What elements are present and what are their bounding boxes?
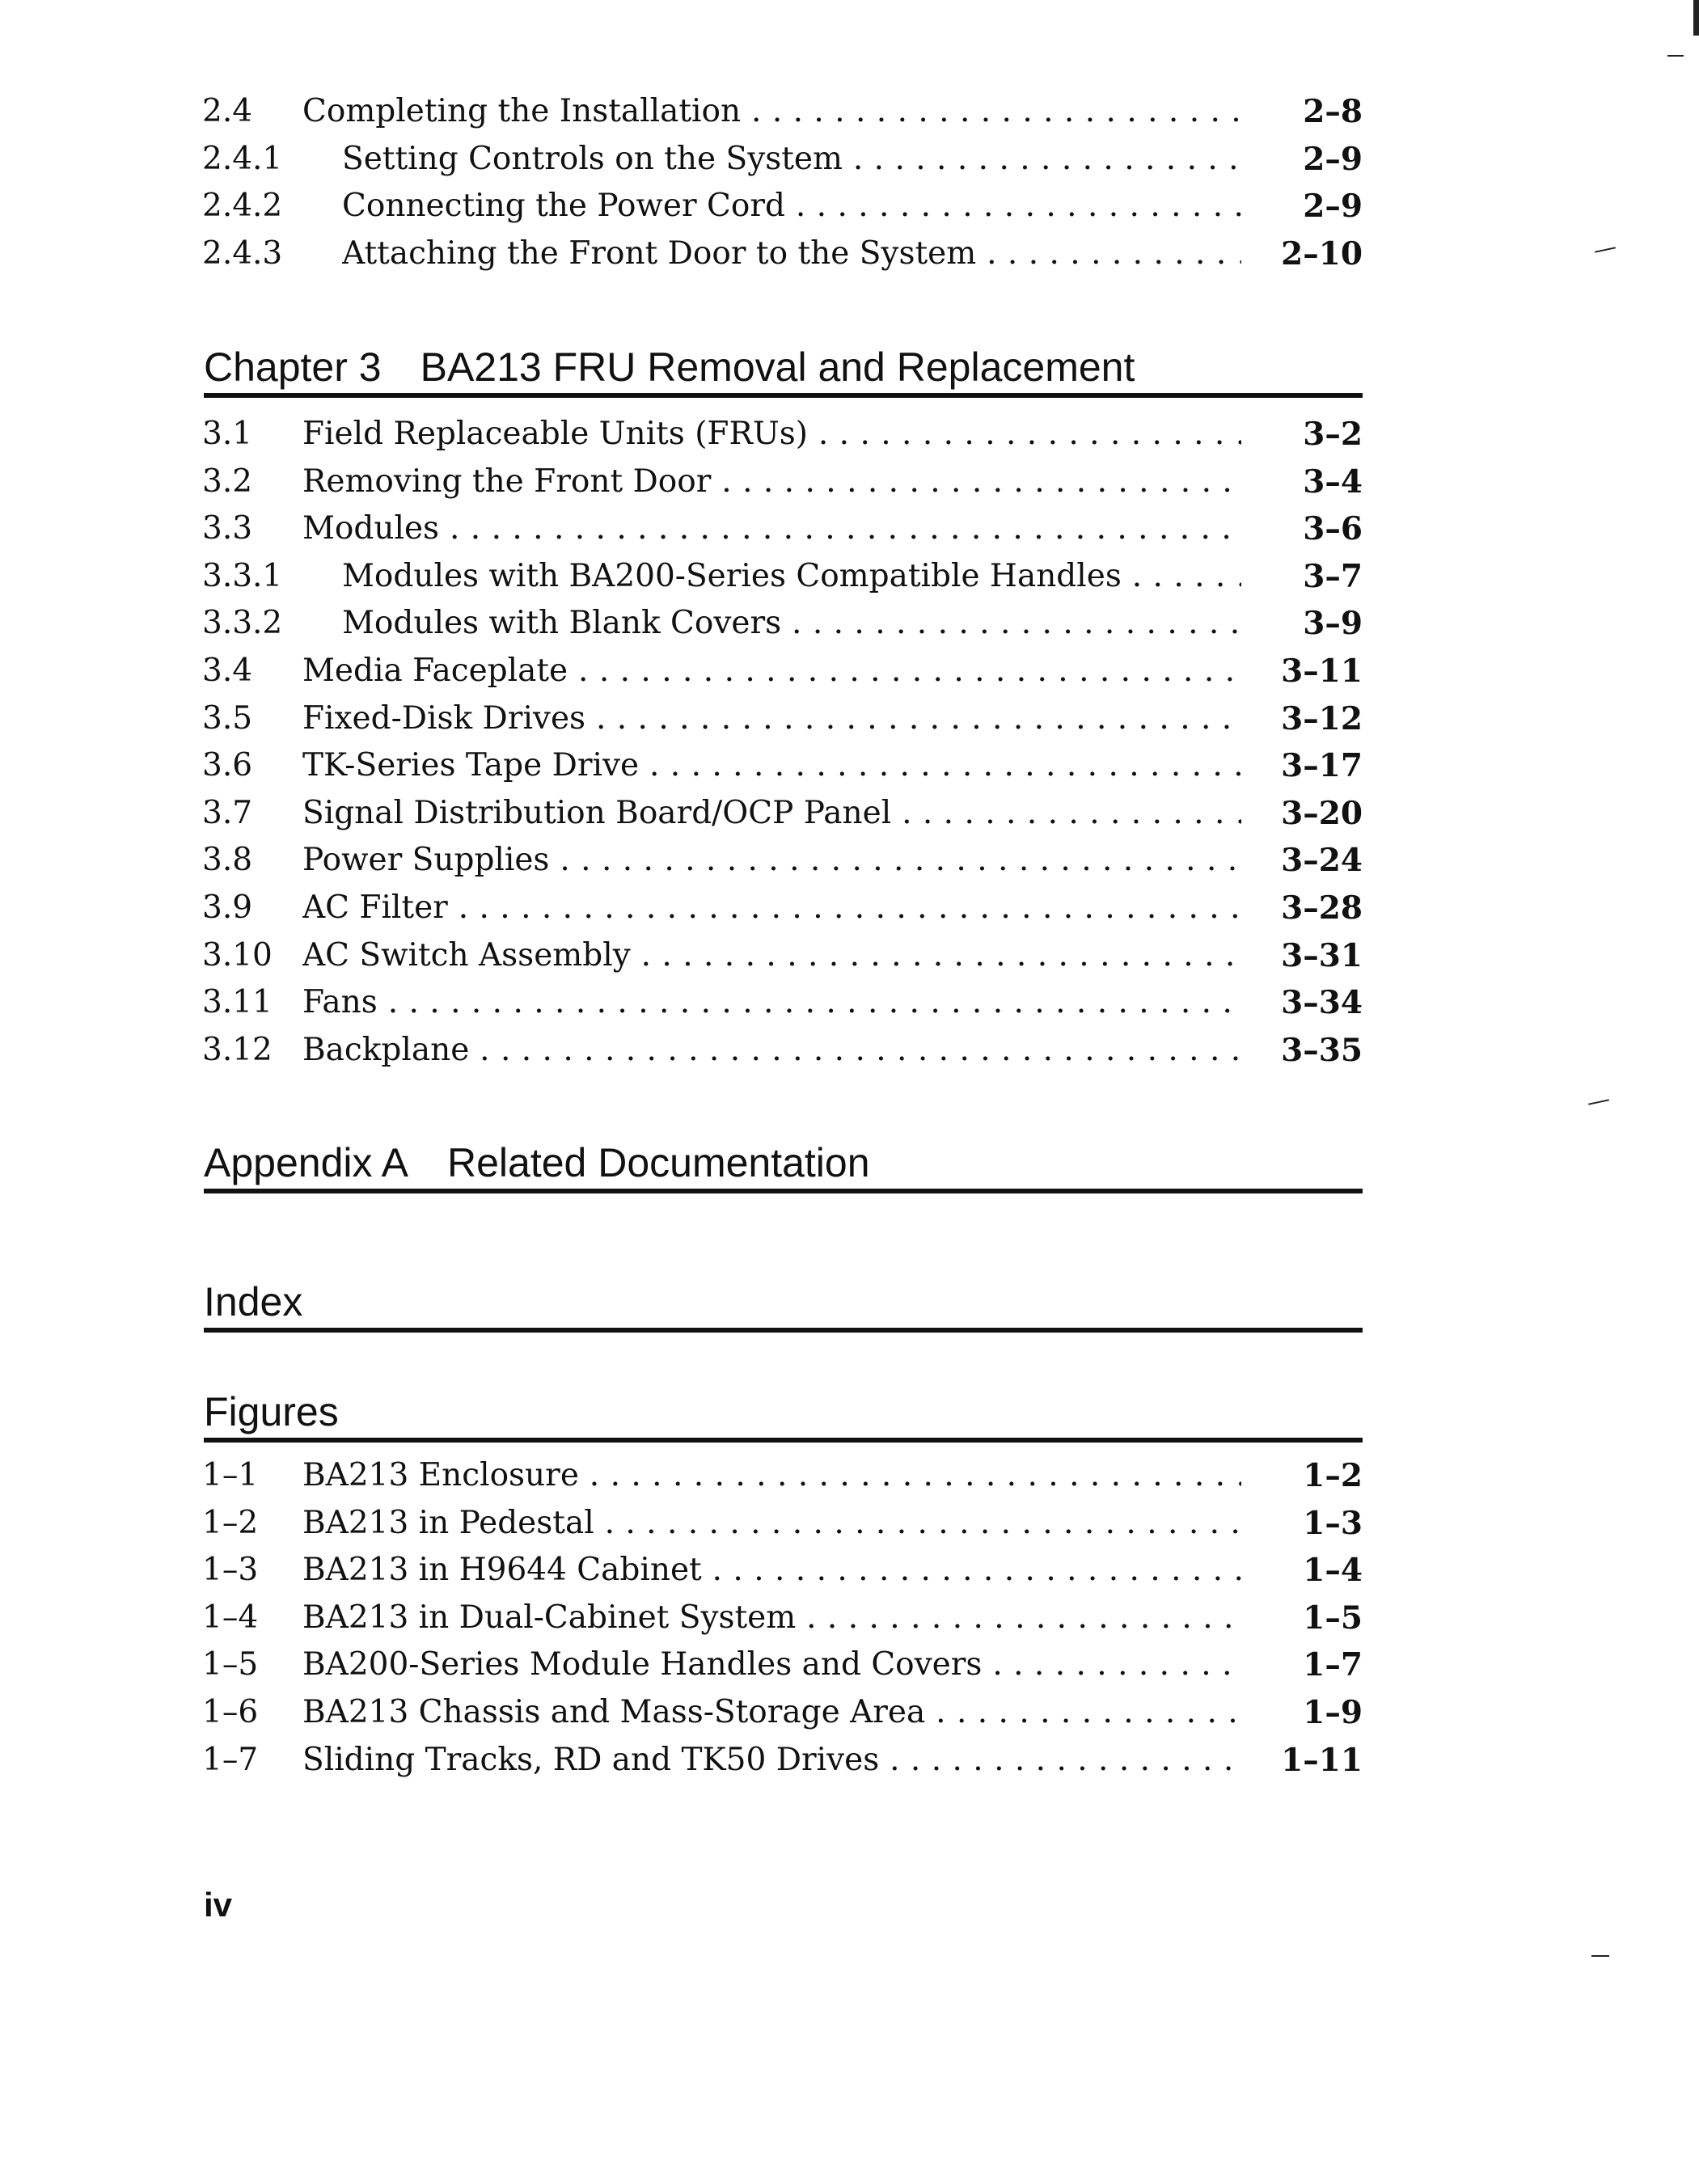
entry-number: 3.4 <box>202 652 253 689</box>
entry-number: 3.12 <box>202 1031 273 1068</box>
entry-title: BA213 Enclosure . . . <box>302 1452 1241 1500</box>
entry-number: 2.4.2 <box>202 188 283 225</box>
heading-title: Related Documentation <box>446 1140 870 1185</box>
entry-page: 2–8 <box>1303 93 1363 130</box>
entry-page: 3–35 <box>1281 1031 1363 1069</box>
entry-page: 3–34 <box>1281 984 1363 1022</box>
entry-number: 1–6 <box>202 1693 259 1730</box>
toc-entry-3-5[interactable] <box>202 695 1363 743</box>
entry-title: BA213 in Pedestal . . . <box>302 1500 1241 1548</box>
entry-page: 2–10 <box>1281 234 1363 272</box>
entry-title: Removing the Front Door . . . <box>302 458 1241 506</box>
toc-entry-2-4-1[interactable] <box>202 136 1363 184</box>
heading-title: BA213 FRU Removal and Replacement <box>420 344 1135 390</box>
heading-label: Appendix A <box>204 1140 408 1185</box>
entry-title: BA200-Series Module Handles and Covers . . . <box>302 1641 1241 1689</box>
toc-entry-2-4-3[interactable] <box>202 230 1363 278</box>
entry-title: Signal Distribution Board/OCP Panel . . . <box>302 790 1241 838</box>
entry-page: 1–9 <box>1303 1693 1363 1731</box>
heading-label: Index <box>204 1279 303 1324</box>
entry-page: 1–3 <box>1303 1504 1363 1542</box>
entry-number: 3.1 <box>202 416 253 452</box>
entry-number: 1–5 <box>202 1646 259 1683</box>
entry-title: Modules . . . <box>302 505 1241 553</box>
scan-edge-mark <box>1588 1099 1609 1105</box>
entry-number: 3.8 <box>202 842 253 879</box>
toc-entry-3-12[interactable] <box>202 1027 1363 1075</box>
entry-title: AC Switch Assembly . . . <box>302 932 1241 980</box>
toc-entry-3-6[interactable] <box>202 742 1363 790</box>
toc-entry-2-4-2[interactable] <box>202 183 1363 230</box>
index-heading[interactable] <box>204 1278 1363 1333</box>
entry-title: Media Faceplate . . . <box>302 648 1241 695</box>
scan-edge-mark <box>1693 0 1699 36</box>
entry-page: 3–11 <box>1281 652 1363 690</box>
chapter-3-heading <box>204 343 1363 398</box>
entry-page: 2–9 <box>1303 140 1363 178</box>
entry-title: Fixed-Disk Drives . . . <box>302 695 1241 743</box>
entry-number: 2.4.3 <box>202 234 283 272</box>
figure-entry-1-5[interactable] <box>202 1641 1363 1689</box>
heading-label: Figures <box>204 1389 339 1434</box>
toc-entry-3-9[interactable] <box>202 885 1363 932</box>
figure-entry-1-6[interactable] <box>202 1689 1363 1737</box>
entry-title: Modules with Blank Covers . . . <box>342 600 1241 648</box>
entry-number: 3.3 <box>202 510 253 547</box>
entry-number: 3.11 <box>202 984 273 1021</box>
entry-title: Field Replaceable Units (FRUs) . . . <box>302 411 1241 458</box>
page-folio: iv <box>204 1886 233 1924</box>
entry-title: Attaching the Front Door to the System . . . <box>342 230 1241 278</box>
entry-number: 3.2 <box>202 463 253 500</box>
entry-number: 1–3 <box>202 1552 259 1589</box>
entry-title: BA213 Chassis and Mass-Storage Area . . . <box>302 1689 1241 1737</box>
entry-number: 2.4.1 <box>202 140 283 177</box>
entry-page: 1–11 <box>1281 1741 1363 1779</box>
toc-entry-3-3-1[interactable] <box>202 553 1363 601</box>
figure-entry-1-4[interactable] <box>202 1595 1363 1642</box>
entry-page: 3–17 <box>1281 747 1363 785</box>
toc-entry-3-1[interactable] <box>202 411 1363 458</box>
toc-block-chapter-3 <box>202 411 1363 1074</box>
entry-page: 3–7 <box>1303 557 1363 595</box>
entry-page: 3–28 <box>1281 889 1363 927</box>
entry-page: 1–2 <box>1303 1457 1363 1494</box>
entry-title: Fans . . . <box>302 979 1241 1027</box>
entry-number: 1–2 <box>202 1504 259 1541</box>
entry-number: 1–4 <box>202 1599 259 1636</box>
entry-number: 3.7 <box>202 794 253 831</box>
toc-block-figures <box>202 1452 1363 1784</box>
figure-entry-1-2[interactable] <box>202 1500 1363 1548</box>
entry-number: 1–1 <box>202 1457 259 1493</box>
figures-heading <box>204 1388 1363 1443</box>
entry-title: BA213 in H9644 Cabinet . . . <box>302 1547 1241 1595</box>
entry-title: Sliding Tracks, RD and TK50 Drives . . . <box>302 1737 1241 1785</box>
toc-entry-2-4[interactable] <box>202 88 1363 136</box>
entry-title: Setting Controls on the System . . . <box>342 136 1241 184</box>
toc-entry-3-7[interactable] <box>202 790 1363 838</box>
entry-page: 3–24 <box>1281 842 1363 880</box>
entry-number: 3.5 <box>202 699 253 737</box>
entry-number: 3.3.1 <box>202 557 283 594</box>
entry-page: 3–6 <box>1303 510 1363 548</box>
figure-entry-1-1[interactable] <box>202 1452 1363 1500</box>
entry-number: 3.3.2 <box>202 605 283 642</box>
entry-page: 3–31 <box>1281 936 1363 974</box>
entry-number: 2.4 <box>202 93 253 129</box>
appendix-a-heading[interactable] <box>204 1138 1363 1193</box>
toc-entry-3-10[interactable] <box>202 932 1363 980</box>
entry-page: 1–7 <box>1303 1646 1363 1684</box>
entry-title: AC Filter . . . <box>302 885 1241 932</box>
entry-title: BA213 in Dual-Cabinet System . . . <box>302 1595 1241 1642</box>
entry-number: 3.6 <box>202 747 253 784</box>
toc-entry-3-3[interactable] <box>202 505 1363 553</box>
entry-title: Completing the Installation . . . <box>302 88 1241 136</box>
entry-page: 3–9 <box>1303 605 1363 643</box>
entry-page: 1–4 <box>1303 1552 1363 1590</box>
toc-entry-3-4[interactable] <box>202 648 1363 695</box>
entry-title: Modules with BA200-Series Compatible Handles . . . <box>342 553 1241 601</box>
scan-edge-mark <box>1595 247 1616 252</box>
figure-entry-1-7[interactable] <box>202 1737 1363 1785</box>
toc-entry-3-2[interactable] <box>202 458 1363 506</box>
entry-page: 3–12 <box>1281 699 1363 737</box>
toc-block-section-2-4 <box>202 88 1363 277</box>
toc-entry-3-3-2[interactable] <box>202 600 1363 648</box>
scan-edge-mark <box>1667 55 1684 57</box>
entry-title: Connecting the Power Cord . . . <box>342 183 1241 230</box>
entry-page: 3–2 <box>1303 416 1363 453</box>
toc-entry-3-8[interactable] <box>202 837 1363 885</box>
toc-entry-3-11[interactable] <box>202 979 1363 1027</box>
scan-edge-mark <box>1591 1955 1609 1957</box>
entry-title: Backplane . . . <box>302 1027 1241 1075</box>
entry-title: TK-Series Tape Drive . . . <box>302 742 1241 790</box>
entry-page: 2–9 <box>1303 188 1363 226</box>
entry-title: Power Supplies . . . <box>302 837 1241 885</box>
entry-page: 3–4 <box>1303 463 1363 501</box>
entry-page: 1–5 <box>1303 1599 1363 1637</box>
figure-entry-1-3[interactable] <box>202 1547 1363 1595</box>
entry-number: 1–7 <box>202 1741 259 1778</box>
heading-label: Chapter 3 <box>204 344 382 390</box>
entry-number: 3.9 <box>202 889 253 926</box>
entry-page: 3–20 <box>1281 794 1363 832</box>
entry-number: 3.10 <box>202 936 273 974</box>
